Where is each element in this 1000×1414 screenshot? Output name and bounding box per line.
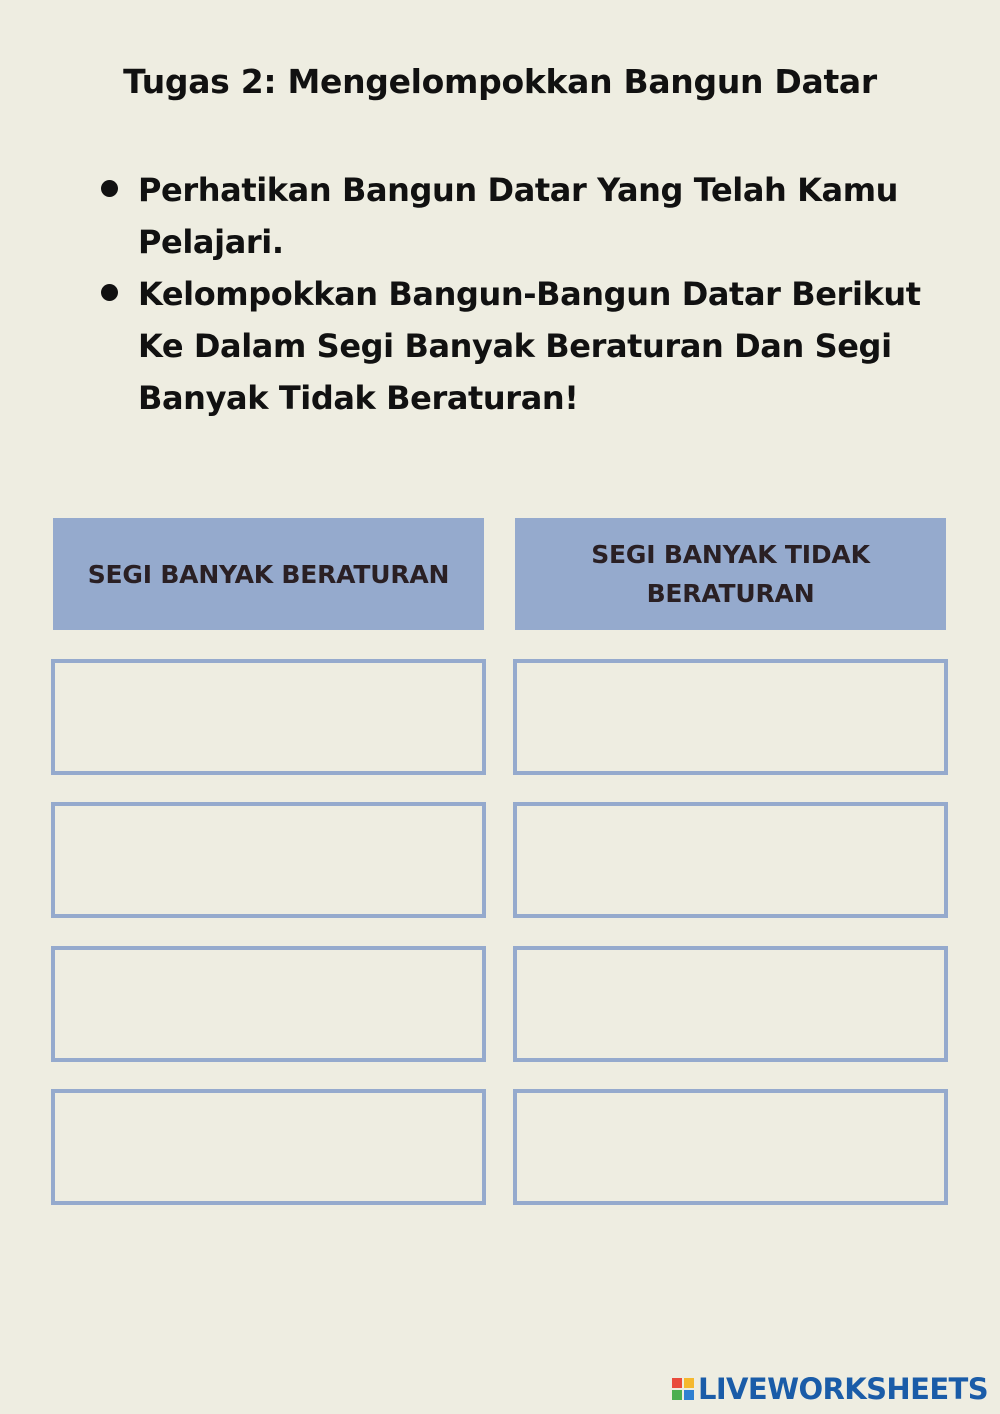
drop-box-tidak-beraturan-3[interactable]	[513, 946, 948, 1062]
instruction-list	[96, 164, 956, 424]
drop-box-beraturan-4[interactable]	[51, 1089, 486, 1205]
column-header-label: SEGI BANYAK TIDAK BERATURAN	[591, 540, 870, 608]
instruction-text: Kelompokkan Bangun-Bangun Datar Berikut Ke Dalam Segi Banyak Beraturan Dan Segi Banyak Tidak Beraturan!	[138, 275, 921, 417]
drop-box-beraturan-2[interactable]	[51, 802, 486, 918]
bullet-icon	[101, 180, 118, 197]
page-title: Tugas 2: Mengelompokkan Bangun Datar	[123, 62, 877, 101]
column-header-label: SEGI BANYAK BERATURAN	[87, 559, 450, 589]
liveworksheets-watermark	[672, 1372, 988, 1406]
instruction-text: Perhatikan Bangun Datar Yang Telah Kamu Pelajari.	[138, 171, 899, 261]
instruction-item	[96, 268, 956, 424]
column-header-beraturan	[53, 518, 484, 630]
drop-box-tidak-beraturan-2[interactable]	[513, 802, 948, 918]
instruction-item	[96, 164, 956, 268]
watermark-text: LIVEWORKSHEETS	[697, 1372, 988, 1406]
drop-box-beraturan-1[interactable]	[51, 659, 486, 775]
drop-box-tidak-beraturan-1[interactable]	[513, 659, 948, 775]
column-header-tidak-beraturan	[515, 518, 946, 630]
drop-box-tidak-beraturan-4[interactable]	[513, 1089, 948, 1205]
bullet-icon	[101, 284, 118, 301]
liveworksheets-logo-icon	[672, 1378, 694, 1400]
drop-box-beraturan-3[interactable]	[51, 946, 486, 1062]
